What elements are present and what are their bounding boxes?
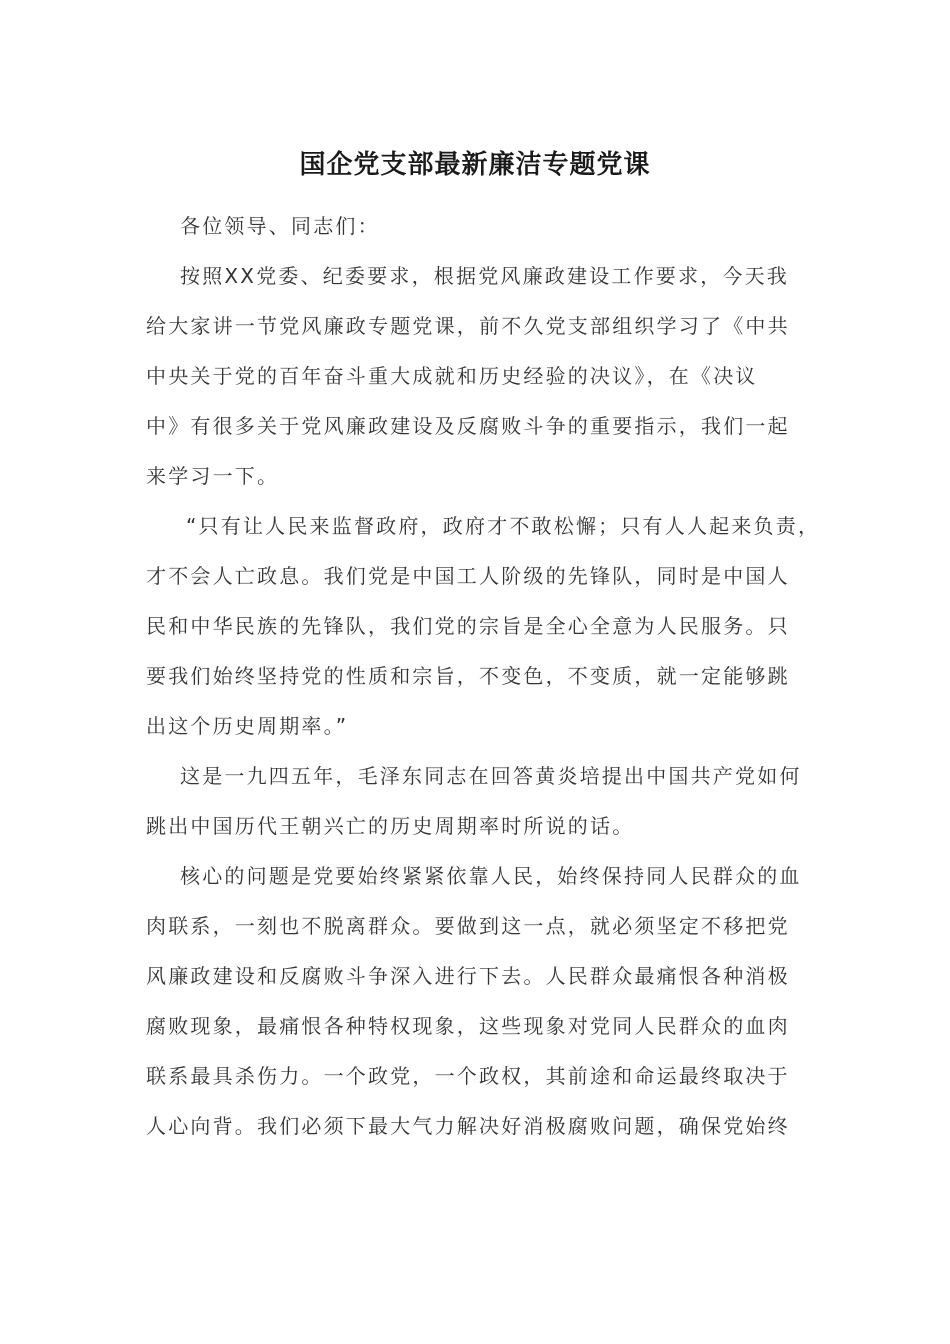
paragraph-line: 中》有很多关于党风廉政建设及反腐败斗争的重要指示，我们一起 [146, 414, 790, 438]
paragraph-line: 风廉政建设和反腐败斗争深入进行下去。人民群众最痛恨各种消极 [146, 964, 790, 988]
quote-line: 才不会人亡政息。我们党是中国工人阶级的先锋队，同时是中国人 [146, 564, 790, 588]
paragraph-greeting: 各位领导、同志们： [180, 214, 380, 238]
paragraph-line: 给大家讲一节党风廉政专题党课，前不久党支部组织学习了《中共 [146, 314, 790, 338]
paragraph-line: 肉联系，一刻也不脱离群众。要做到这一点，就必须坚定不移把党 [146, 914, 790, 938]
paragraph-line: 人心向背。我们必须下最大气力解决好消极腐败问题，确保党始终 [146, 1114, 790, 1138]
paragraph-line: 中央关于党的百年奋斗重大成就和历史经验的决议》，在《决议 [146, 364, 758, 388]
paragraph-line: 这是一九四五年，毛泽东同志在回答黄炎培提出中国共产党如何 [180, 764, 802, 788]
paragraph-line: 跳出中国历代王朝兴亡的历史周期率时所说的话。 [146, 814, 635, 838]
document-body [146, 208, 826, 1158]
document-title: 国企党支部最新廉洁专题党课 [299, 150, 651, 180]
quote-line: 出这个历史周期率。” [146, 714, 349, 738]
paragraph-line: 联系最具杀伤力。一个政党，一个政权，其前途和命运最终取决于 [146, 1064, 790, 1088]
paragraph-line: 腐败现象，最痛恨各种特权现象，这些现象对党同人民群众的血肉 [146, 1014, 790, 1038]
paragraph-line: 来学习一下。 [146, 464, 280, 488]
quote-line: 民和中华民族的先锋队，我们党的宗旨是全心全意为人民服务。只 [146, 614, 790, 638]
quote-line: “只有让人民来监督政府，政府才不敢松懈；只有人人起来负责， [186, 514, 821, 538]
quote-line: 要我们始终坚持党的性质和宗旨，不变色，不变质，就一定能够跳 [146, 664, 790, 688]
paragraph-line: 核心的问题是党要始终紧紧依靠人民，始终保持同人民群众的血 [180, 864, 802, 888]
paragraph-line: 按照XX党委、纪委要求，根据党风廉政建设工作要求，今天我 [180, 264, 790, 288]
